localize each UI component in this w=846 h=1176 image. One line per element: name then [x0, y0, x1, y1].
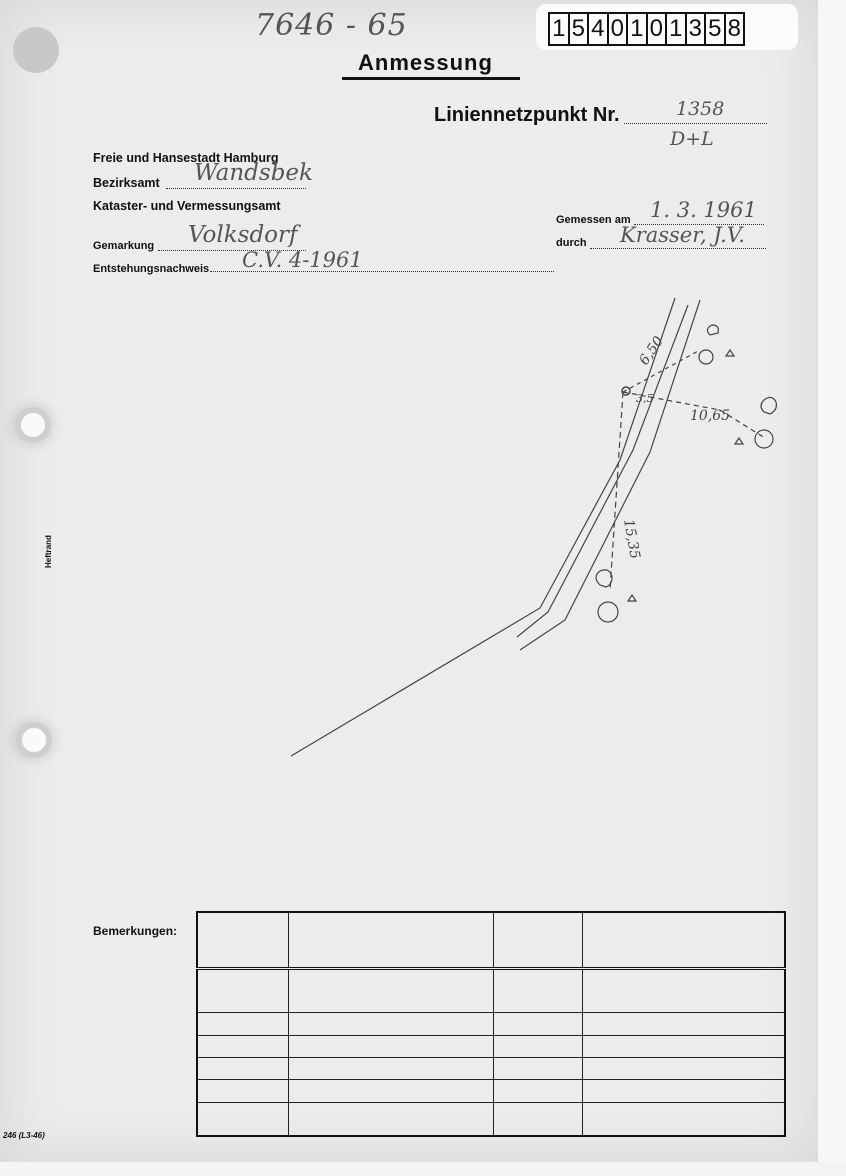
authority-line1: Freie und Hansestadt Hamburg	[93, 151, 279, 165]
remarks-cell[interactable]	[494, 968, 582, 1013]
road-line-a	[291, 298, 675, 756]
remarks-cell[interactable]	[288, 912, 494, 968]
id-digit: 3	[687, 14, 707, 44]
remarks-cell[interactable]	[582, 1080, 785, 1102]
form-code: 246 (L3-46)	[3, 1131, 45, 1140]
tree-marker	[598, 602, 618, 622]
remarks-cell[interactable]	[494, 1080, 582, 1102]
remarks-cell[interactable]	[494, 1058, 582, 1080]
point-label: Liniennetzpunkt Nr.	[434, 104, 620, 126]
remarks-row	[197, 1058, 785, 1080]
id-digit: 1	[628, 14, 648, 44]
measure-label-3: 10,65	[690, 408, 731, 424]
remarks-table	[196, 911, 786, 1137]
remarks-row	[197, 968, 785, 1013]
id-digit: 4	[589, 14, 609, 44]
measure-line-c	[623, 350, 700, 392]
remarks-cell[interactable]	[494, 912, 582, 968]
remarks-cell[interactable]	[197, 968, 288, 1013]
road-line-b	[517, 305, 688, 637]
remarks-cell[interactable]	[197, 1035, 288, 1057]
remarks-cell[interactable]	[288, 1013, 494, 1035]
remarks-row	[197, 1080, 785, 1102]
date-value: 1. 3. 1961	[650, 198, 757, 222]
remarks-cell[interactable]	[288, 1102, 494, 1136]
tree-symbol	[761, 397, 776, 414]
remarks-cell[interactable]	[494, 1035, 582, 1057]
remarks-cell[interactable]	[288, 1035, 494, 1057]
id-digit: 5	[570, 14, 590, 44]
date-label: Gemessen am	[556, 214, 631, 226]
remarks-cell[interactable]	[288, 968, 494, 1013]
remarks-cell[interactable]	[197, 1102, 288, 1136]
remarks-cell[interactable]	[582, 1102, 785, 1136]
gemarkung-label: Gemarkung	[93, 240, 155, 252]
point-suffix: D+L	[670, 128, 714, 150]
remarks-cell[interactable]	[494, 1013, 582, 1035]
page-title: Anmessung	[358, 50, 493, 75]
triangle-mark	[726, 350, 734, 356]
id-digit: 0	[609, 14, 629, 44]
gemarkung-value: Volksdorf	[188, 222, 298, 248]
tree-marker	[755, 430, 773, 448]
triangle-mark	[735, 438, 743, 444]
id-digit: 5	[706, 14, 726, 44]
tree-symbol	[707, 325, 718, 335]
remarks-cell[interactable]	[288, 1058, 494, 1080]
id-digit: 8	[727, 15, 741, 42]
tree-symbol	[596, 570, 612, 587]
point-number: 1358	[676, 98, 725, 120]
remarks-cell[interactable]	[582, 912, 785, 968]
entstehung-value: C.V. 4-1961	[242, 248, 363, 272]
id-digit: 1	[550, 14, 570, 44]
remarks-cell[interactable]	[582, 1013, 785, 1035]
bezirksamt-value: Wandsbek	[194, 160, 313, 186]
id-digit: 1	[667, 14, 687, 44]
remarks-row	[197, 912, 785, 968]
remarks-cell[interactable]	[197, 1080, 288, 1102]
remarks-cell[interactable]	[582, 1058, 785, 1080]
triangle-mark	[628, 595, 636, 601]
remarks-cell[interactable]	[197, 1013, 288, 1035]
remarks-cell[interactable]	[582, 968, 785, 1013]
measure-label-2: 3,5	[636, 392, 654, 405]
remarks-label: Bemerkungen:	[93, 924, 178, 938]
entstehung-label: Entstehungsnachweis	[93, 263, 210, 275]
by-label: durch	[556, 237, 587, 249]
remarks-cell[interactable]	[494, 1102, 582, 1136]
remarks-row	[197, 1013, 785, 1035]
by-value: Krasser, J.V.	[620, 223, 745, 247]
road-line-c	[520, 300, 700, 650]
bezirksamt-label: Bezirksamt	[93, 176, 160, 190]
remarks-row	[197, 1102, 785, 1136]
remarks-row	[197, 1035, 785, 1057]
document-number: 7646 - 65	[255, 8, 408, 43]
remarks-cell[interactable]	[288, 1080, 494, 1102]
remarks-cell[interactable]	[197, 1058, 288, 1080]
measure-label-4: 15,35	[620, 517, 643, 561]
binding-margin-label: Heftrand	[44, 535, 53, 568]
remarks-cell[interactable]	[197, 912, 288, 968]
measure-label-1: 6,50	[636, 333, 668, 369]
remarks-cell[interactable]	[582, 1035, 785, 1057]
tree-marker	[699, 350, 713, 364]
id-digit: 0	[648, 14, 668, 44]
authority-line3: Kataster- und Vermessungsamt	[93, 199, 281, 213]
